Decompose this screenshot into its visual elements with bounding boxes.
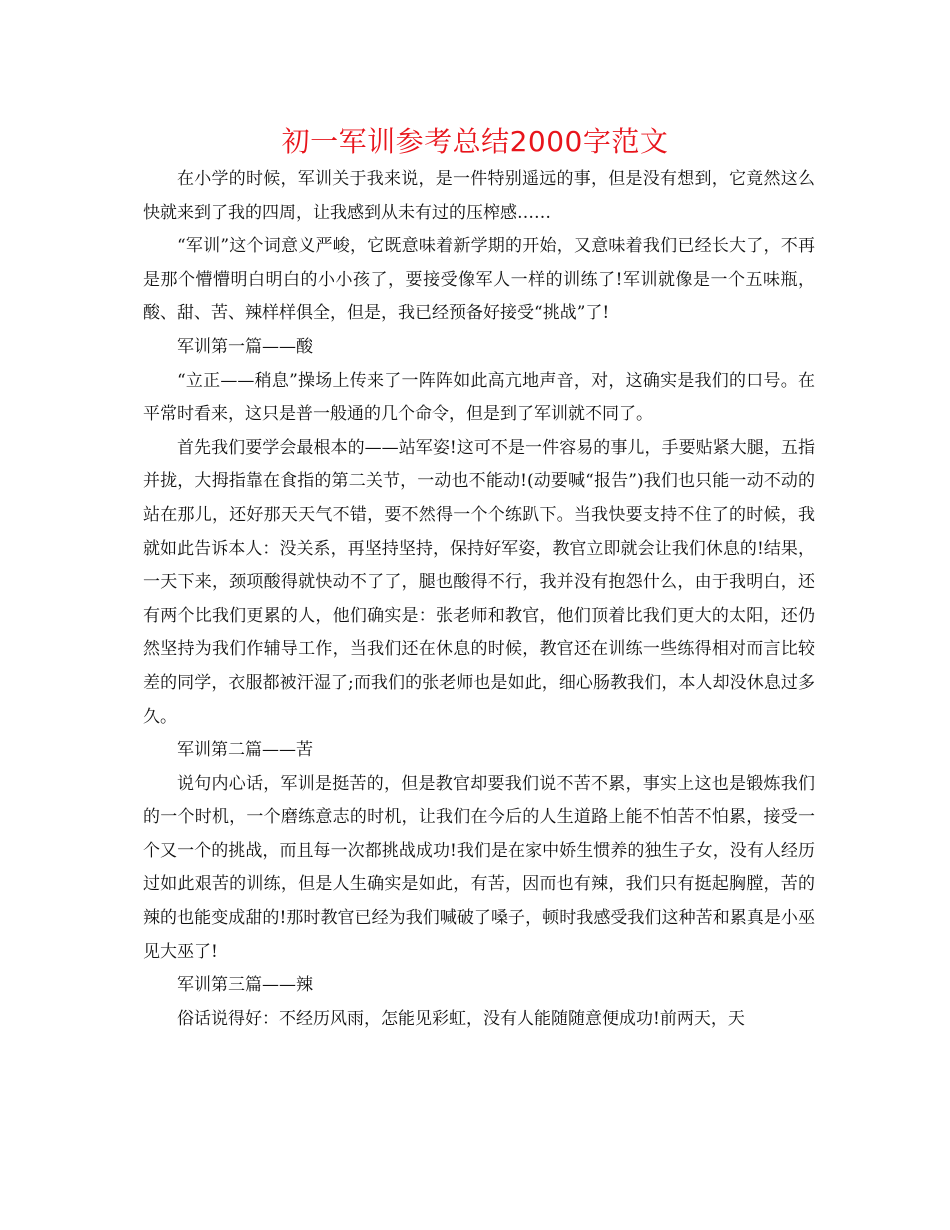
paragraph: 在小学的时候，军训关于我来说，是一件特别遥远的事，但是没有想到，它竟然这么快就来到了我的四周，让我感到从未有过的压榨感…… — [143, 169, 815, 223]
paragraph: 俗话说得好：不经历风雨，怎能见彩虹，没有人能随随意便成功!前两天，天 — [177, 1008, 745, 1029]
paragraph: 首先我们要学会最根本的——站军姿!这可不是一件容易的事儿，手要贴紧大腿，五指并拢，大拇指靠在食指的第二关节，一动也不能动!(动要喊“报告”)我们也只能一动不动的站在那儿，还好那天天气不错，要不然得一个个练趴下。当我快要支持不住了的时候，我就如此告诉本人：没关系，再坚持坚持，保持好军姿，教官立即就会让我们休息的!结果，一天下来，颈项酸得就快动不了了，腿也酸得不行，我并没有抱怨什么，由于我明白，还有两个比我们更累的人，他们确实是：张老师和教官，他们顶着比我们更大的太阳，还仍然坚持为我们作辅导工作，当我们还在休息的时候，教官还在训练一些练得相对而言比较差的同学，衣服都被汗湿了;而我们的张老师也是如此，细心肠教我们，本人却没休息过多久。 — [143, 437, 815, 727]
paragraph: “军训”这个词意义严峻，它既意味着新学期的开始，又意味着我们已经长大了，不再是那个懵懵明白明白的小小孩了，要接受像军人一样的训练了!军训就像是一个五味瓶，酸、甜、苦、辣样样俱全，但是，我已经预备好接受“挑战”了! — [143, 236, 815, 324]
document-title: 初一军训参考总结2000字范文 — [281, 125, 669, 158]
section-heading: 军训第三篇——辣 — [177, 975, 313, 996]
section-heading: 军训第一篇——酸 — [177, 336, 313, 357]
section-heading: 军训第二篇——苦 — [177, 740, 313, 761]
paragraph: “立正——稍息”操场上传来了一阵阵如此高亢地声音，对，这确实是我们的口号。在平常时看来，这只是普一般通的几个命令，但是到了军训就不同了。 — [143, 370, 815, 425]
document-body — [143, 163, 815, 1036]
paragraph: 说句内心话，军训是挺苦的，但是教官却要我们说不苦不累，事实上这也是锻炼我们的一个时机，一个磨练意志的时机，让我们在今后的人生道路上能不怕苦不怕累，接受一个又一个的挑战，而且每一次都挑战成功!我们是在家中娇生惯养的独生子女，没有人经历过如此艰苦的训练，但是人生确实是如此，有苦，因而也有辣，我们只有挺起胸膛，苦的辣的也能变成甜的!那时教官已经为我们喊破了嗓子，顿时我感受我们这种苦和累真是小巫见大巫了! — [143, 773, 815, 962]
